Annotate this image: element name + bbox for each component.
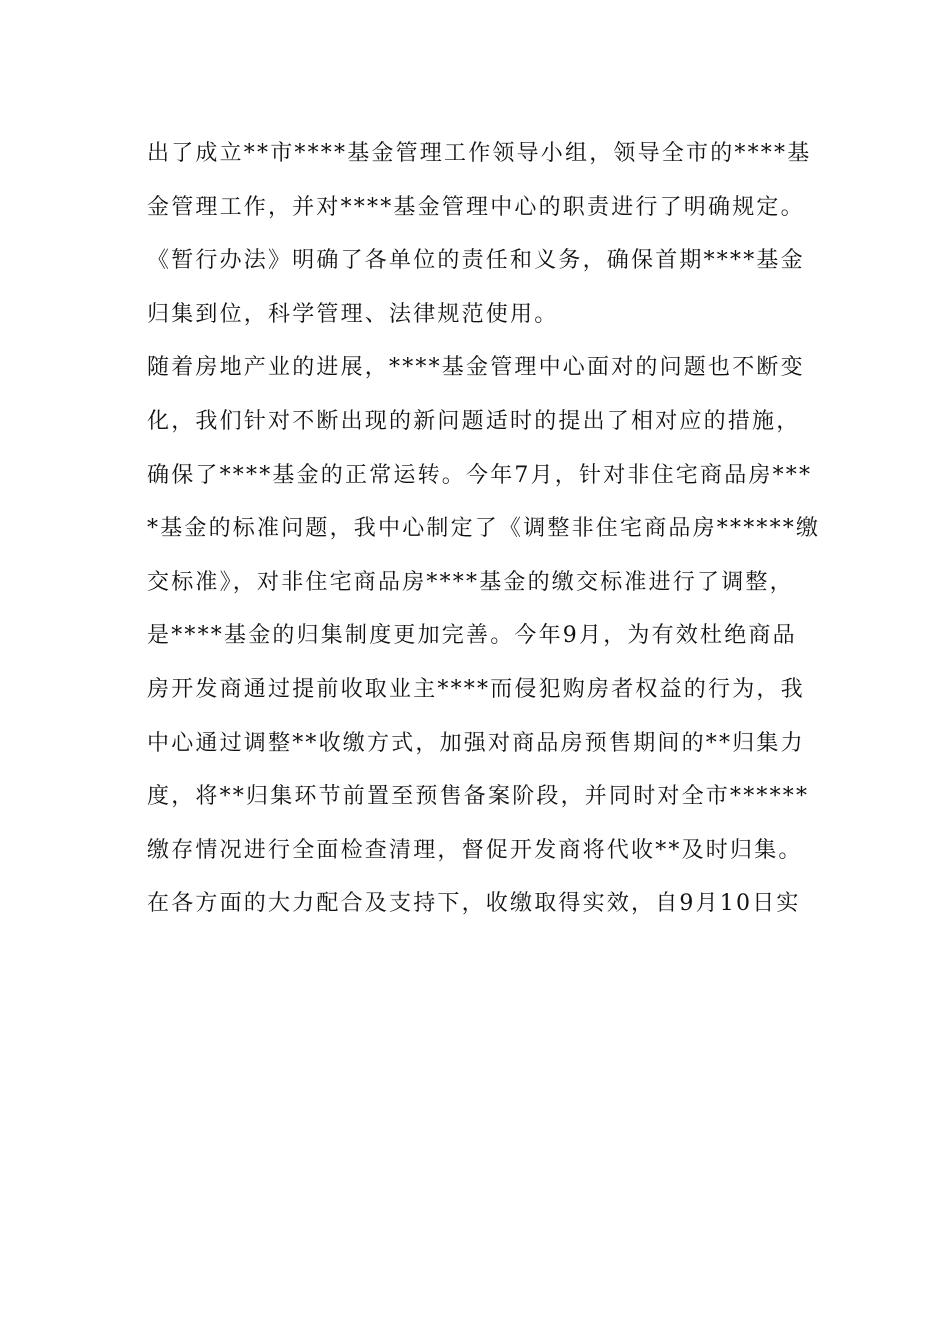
text-line: 房开发商通过提前收取业主****而侵犯购房者权益的行为，我: [147, 676, 805, 702]
text-line: 化，我们针对不断出现的新问题适时的提出了相对应的措施，: [147, 408, 801, 434]
text-line: *基金的标准问题，我中心制定了《调整非住宅商品房******缴: [147, 516, 821, 542]
body-text: [147, 127, 821, 931]
text-line: 中心通过调整**收缴方式，加强对商品房预售期间的**归集力: [147, 730, 805, 756]
text-line: 随着房地产业的进展，****基金管理中心面对的问题也不断变: [147, 355, 805, 381]
text-line: 出了成立**市****基金管理工作领导小组，领导全市的****基: [147, 141, 812, 166]
text-line: 归集到位，科学管理、法律规范使用。: [147, 301, 559, 327]
text-line: 《暂行办法》明确了各单位的责任和义务，确保首期****基金: [147, 248, 805, 274]
text-line: 是****基金的归集制度更加完善。今年9月，为有效杜绝商品: [147, 623, 797, 649]
text-line: 缴存情况进行全面检查清理，督促开发商将代收**及时归集。: [147, 837, 803, 863]
text-line: 金管理工作，并对****基金管理中心的职责进行了明确规定。: [147, 194, 805, 220]
text-line: 在各方面的大力配合及支持下，收缴取得实效，自9月10日实: [147, 891, 801, 917]
text-line: 确保了****基金的正常运转。今年7月，针对非住宅商品房***: [147, 462, 813, 488]
text-line: 度，将**归集环节前置至预售备案阶段，并同时对全市******: [147, 784, 810, 810]
text-line: 交标准》，对非住宅商品房****基金的缴交标准进行了调整，: [147, 569, 794, 595]
